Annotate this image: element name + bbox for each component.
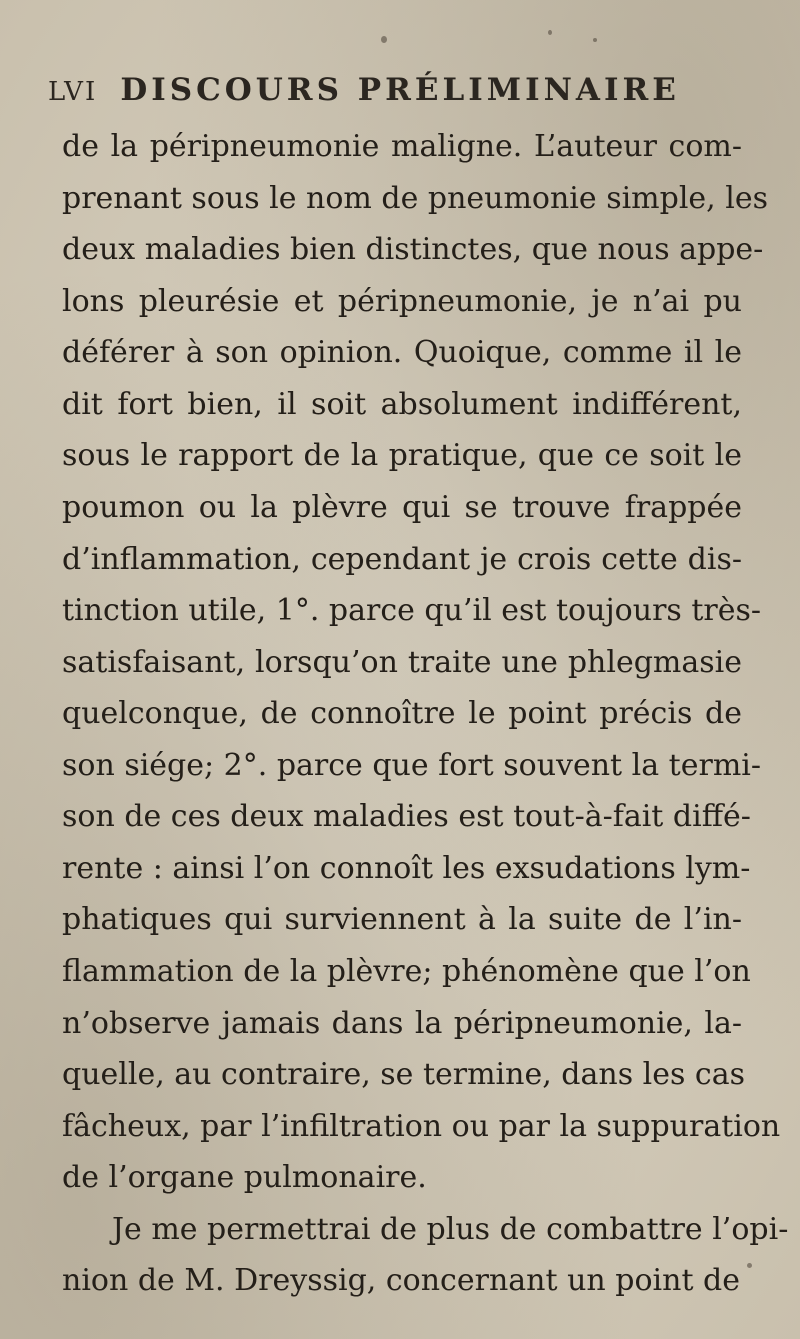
- text-line: de la péripneumonie maligne. L’auteur com-: [62, 129, 742, 164]
- text-line: son de ces deux maladies est tout-à-fait diffé-: [62, 799, 751, 835]
- page-number: LVI: [48, 77, 98, 107]
- paragraph-start-line: Je me permettrai de plus de combattre l’opi-: [112, 1211, 789, 1247]
- text-line: de l’organe pulmonaire.: [62, 1160, 427, 1196]
- text-line: deux maladies bien distinctes, que nous appe-: [62, 232, 764, 268]
- text-line: n’observe jamais dans la péripneumonie, la-: [62, 1005, 742, 1041]
- text-line: son siége; 2°. parce que fort souvent la termi-: [62, 747, 761, 783]
- text-line: quelle, au contraire, se termine, dans les cas: [62, 1057, 745, 1093]
- text-line: flammation de la plèvre; phénomène que l’on: [62, 954, 751, 990]
- text-line: prenant sous le nom de pneumonie simple, les: [62, 180, 768, 216]
- text-line: rente : ainsi l’on connoît les exsudations lym-: [62, 850, 751, 886]
- text-line: nion de M. Dreyssig, concernant un point de: [62, 1263, 740, 1299]
- text-line: d’inflammation, cependant je crois cette dis-: [62, 541, 742, 577]
- text-line: satisfaisant, lorsqu’on traite une phlegmasie: [62, 644, 742, 680]
- text-line: fâcheux, par l’infiltration ou par la suppuration: [62, 1108, 781, 1144]
- text-line: déférer à son opinion. Quoique, comme il le: [62, 335, 742, 371]
- text-line: tinction utile, 1°. parce qu’il est toujours très-: [62, 593, 762, 629]
- text-line: poumon ou la plèvre qui se trouve frappée: [62, 489, 742, 525]
- text-line: lons pleurésie et péripneumonie, je n’ai pu: [62, 283, 742, 319]
- text-line: dit fort bien, il soit absolument indifférent,: [62, 386, 742, 422]
- running-title: DISCOURS PRÉLIMINAIRE: [120, 72, 680, 108]
- text-line: phatiques qui surviennent à la suite de l’in-: [62, 902, 742, 938]
- text-line: sous le rapport de la pratique, que ce soit le: [62, 438, 742, 474]
- text-line: quelconque, de connoître le point précis de: [62, 696, 742, 732]
